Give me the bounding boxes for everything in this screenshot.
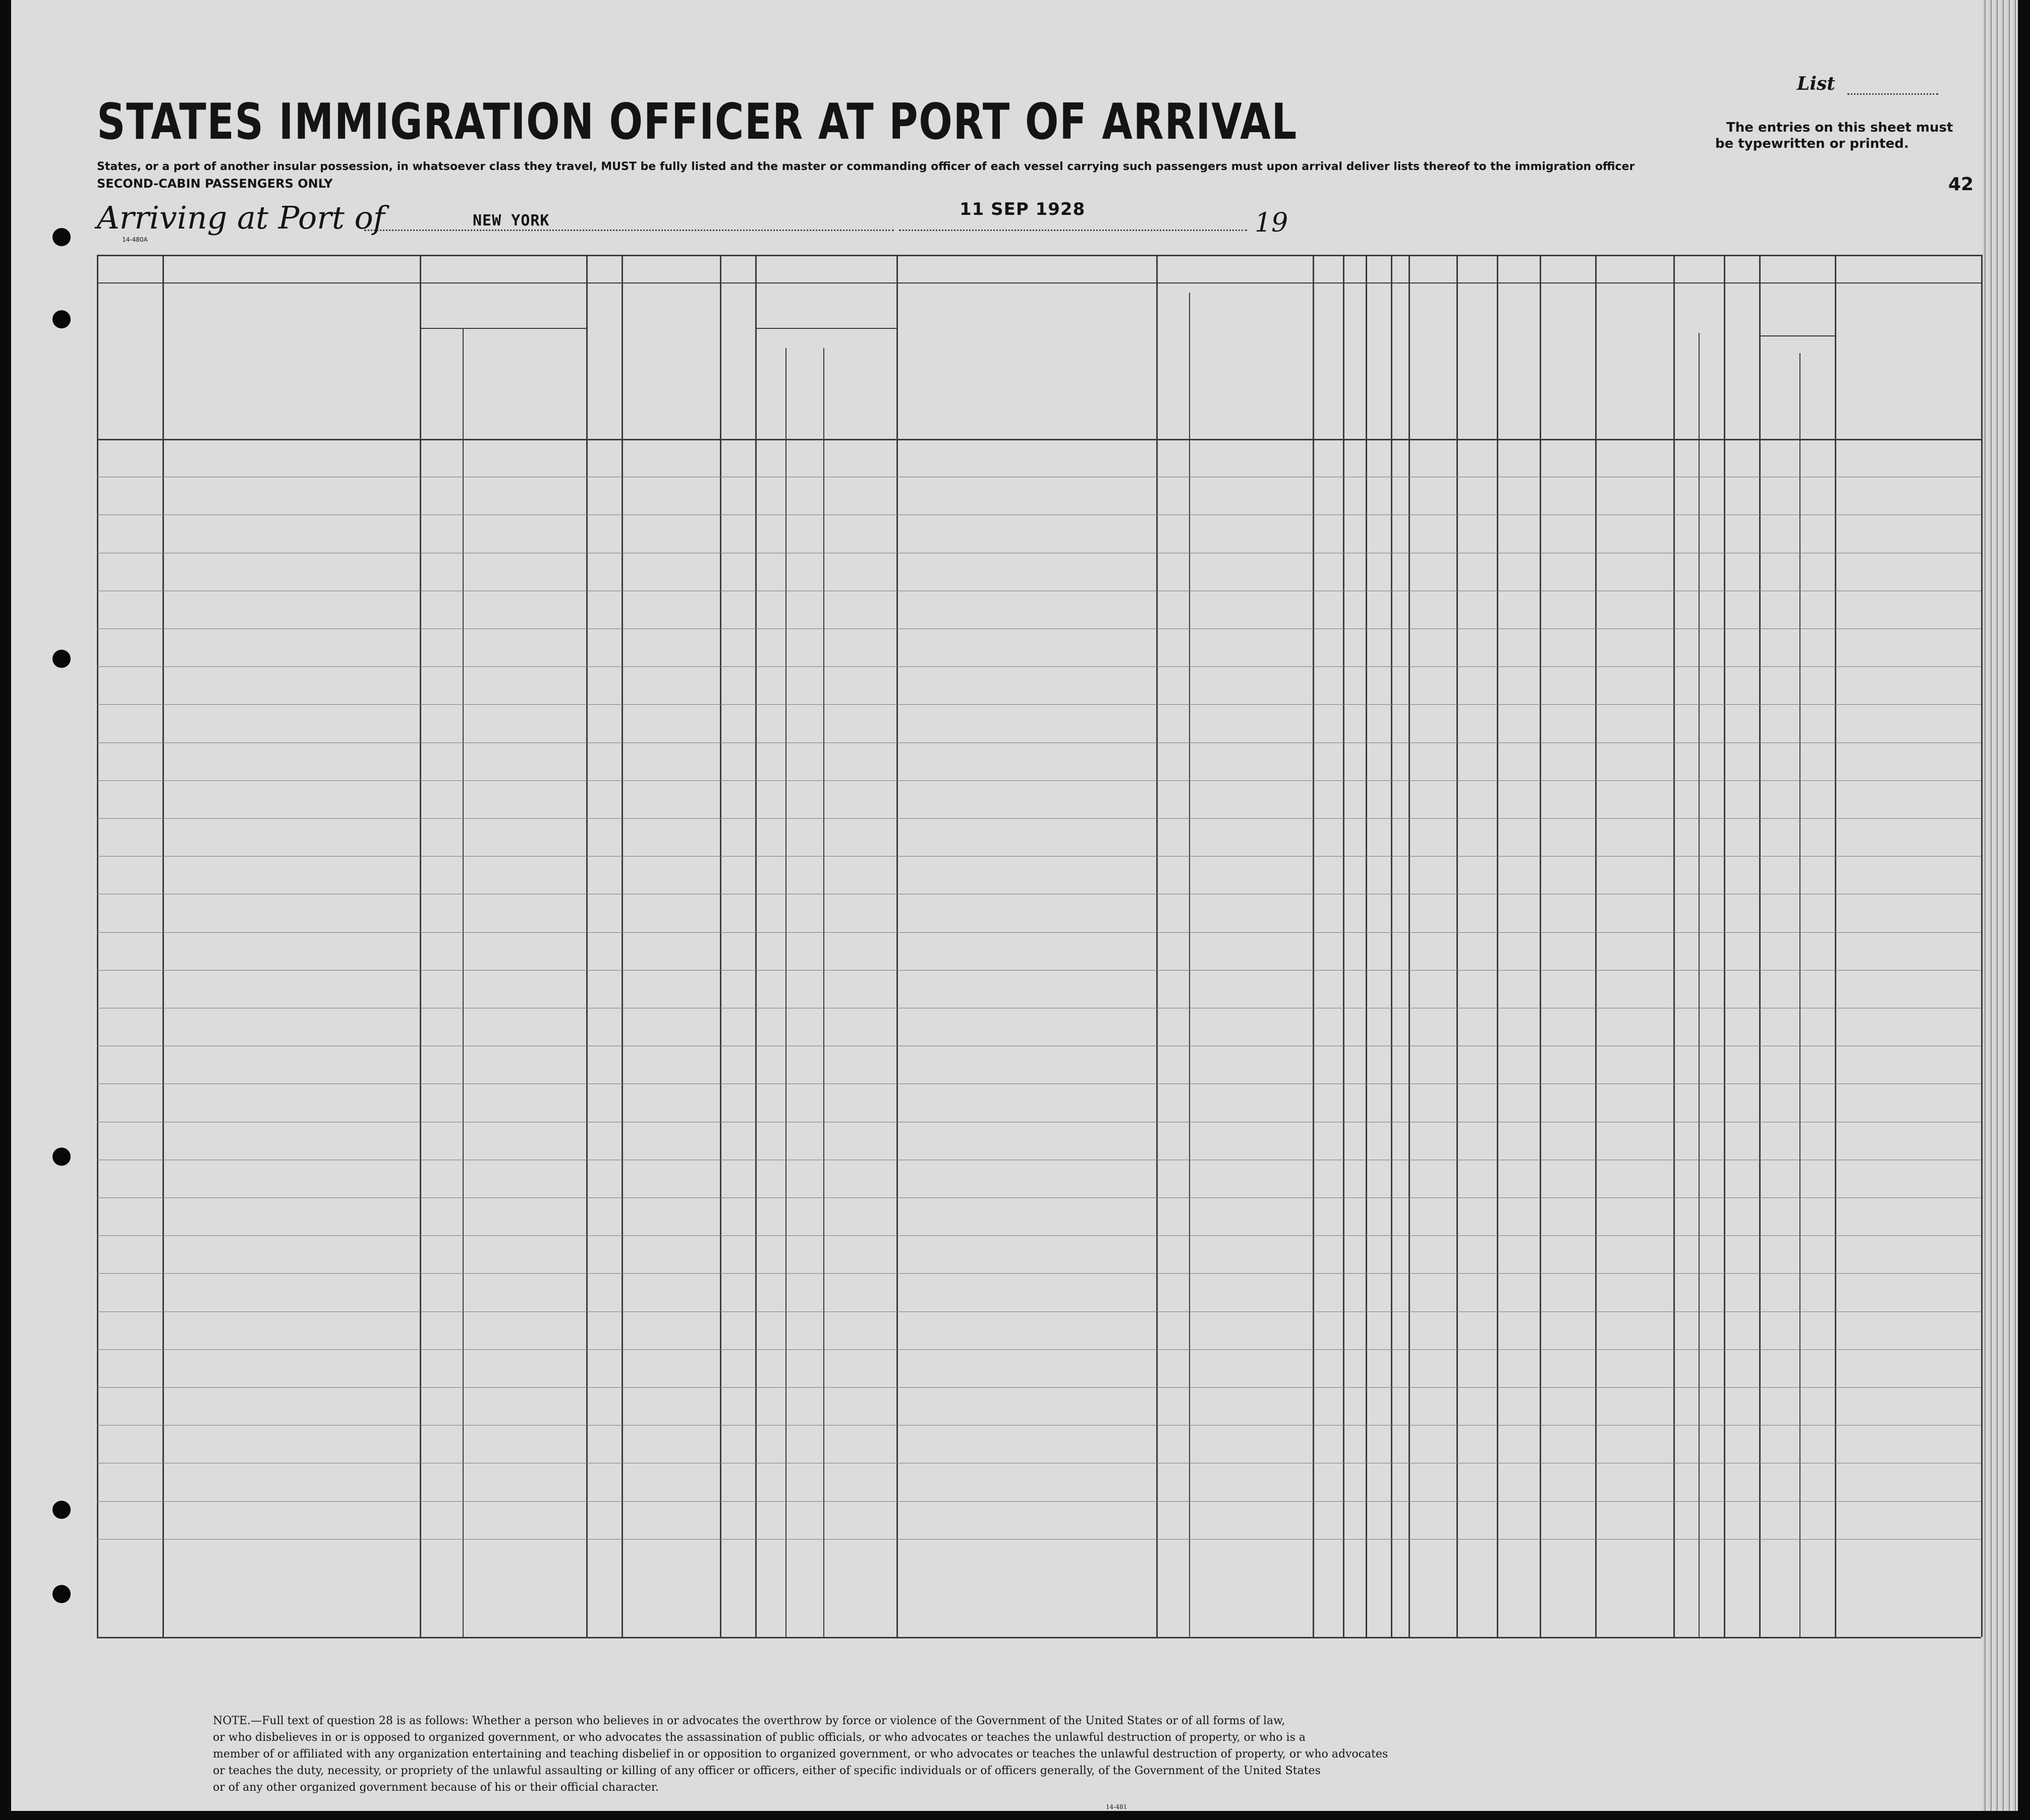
column-rule [1759,255,1761,1637]
column-rule [1408,255,1410,1637]
sub-header-rule [1759,335,1835,336]
column-rule [1981,255,1983,1637]
arriving-label: Arriving at Port of [97,199,385,236]
row-rule [97,1349,1981,1350]
column-header [1159,295,1310,411]
punch-hole [52,650,71,668]
column-rule [1313,255,1314,1637]
punch-hole [52,1148,71,1166]
column-rule [1343,255,1344,1637]
column-rule [1595,255,1597,1637]
table-bottom-border [97,1637,1981,1638]
page-title: STATES IMMIGRATION OFFICER AT PORT OF ARRIVAL [97,93,1298,151]
column-rule [1391,255,1392,1637]
manifest-sheet [11,0,2018,1811]
column-rule [622,255,623,1637]
punch-hole [52,1585,71,1603]
footnote [213,1713,1388,1796]
column-header [1368,308,1391,424]
column-rule [1366,255,1367,1637]
sub-header-rule [420,328,586,329]
year-prefix: 19 [1255,208,1288,238]
header-subtitle-1: States, or a port of another insular possession, in whatsoever class they travel, MUST be fully listed and the master or commanding officer of each vessel carrying such passengers must upon arrival deliver lists thereof to the immigration officer [97,160,1635,173]
form-code: 14-480A [122,236,148,243]
header-subtitle-2: SECOND-CABIN PASSENGERS ONLY [97,177,333,191]
column-rule [720,255,721,1637]
list-line [1847,93,1938,95]
row-rule [97,856,1981,857]
column-rule [97,255,98,1637]
column-header [1345,308,1366,424]
row-rule [97,932,1981,933]
entries-note-1: The entries on this sheet must [1726,120,1953,135]
column-rule [1456,255,1458,1637]
footnote-code: 14-481 [1106,1803,1127,1810]
list-label: List [1797,73,1835,94]
row-rule [97,1273,1981,1274]
column-rule [896,255,898,1637]
column-rule [586,255,588,1637]
row-rule [97,818,1981,819]
table-top-border [97,255,1981,256]
sub-header-rule [755,328,896,329]
column-rule [1673,255,1675,1637]
entries-note-2: be typewritten or printed. [1715,136,1909,151]
port-value: NEW YORK [473,212,550,230]
row-rule [97,1501,1981,1502]
page-stack-edge [1983,0,2018,1811]
column-rule [1156,255,1158,1637]
sub-column-rule [1799,353,1800,1637]
column-rule [1540,255,1541,1637]
sub-column-rule [463,328,464,1637]
sub-column-rule [1699,333,1700,1637]
row-rule [97,1425,1981,1426]
sub-column-rule [1189,293,1190,1637]
page-number: 42 [1948,174,1974,195]
row-rule [97,1539,1981,1540]
punch-hole [52,1501,71,1519]
row-rule [97,1235,1981,1236]
date-line [899,230,1247,231]
footnote-line: NOTE.—Full text of question 28 is as follows: Whether a person who believes in or advocates the overthrow by force or violence of the Government of the United States or of all forms of law, [213,1715,1285,1727]
row-rule [97,666,1981,667]
column-header [721,303,754,419]
punch-hole [52,228,71,246]
row-rule [97,780,1981,781]
column-rule [1724,255,1725,1637]
column-rule [1497,255,1498,1637]
footnote-line: member of or affiliated with any organization entertaining and teaching disbelief in or opposition to organized government, or who advocates or teaches the unlawful destruction of property, or who advocates [213,1748,1388,1760]
row-rule [97,970,1981,971]
footnote-line: or teaches the duty, necessity, or propriety of the unlawful assaulting or killing of any officer or officers, either of specific individuals or of officers generally, of the Government of the United States [213,1765,1321,1777]
column-rule [1835,255,1836,1637]
sub-column-rule [785,348,786,1637]
row-rule [97,1387,1981,1388]
arrival-date: 11 SEP 1928 [960,199,1086,219]
column-rule [162,255,164,1637]
port-line [364,230,894,231]
punch-hole [52,310,71,328]
column-rule [755,255,757,1637]
sub-column-rule [823,348,824,1637]
header-divider [97,282,1981,283]
column-rule [420,255,421,1637]
footnote-line: or who disbelieves in or is opposed to organized government, or who advocates the assassination of public officials, or who advocates or teaches the unlawful destruction of property, or who is a [213,1731,1306,1744]
row-rule [97,704,1981,705]
footnote-line: or of any other organized government because of his or their official character. [213,1781,659,1794]
column-header [588,303,621,419]
